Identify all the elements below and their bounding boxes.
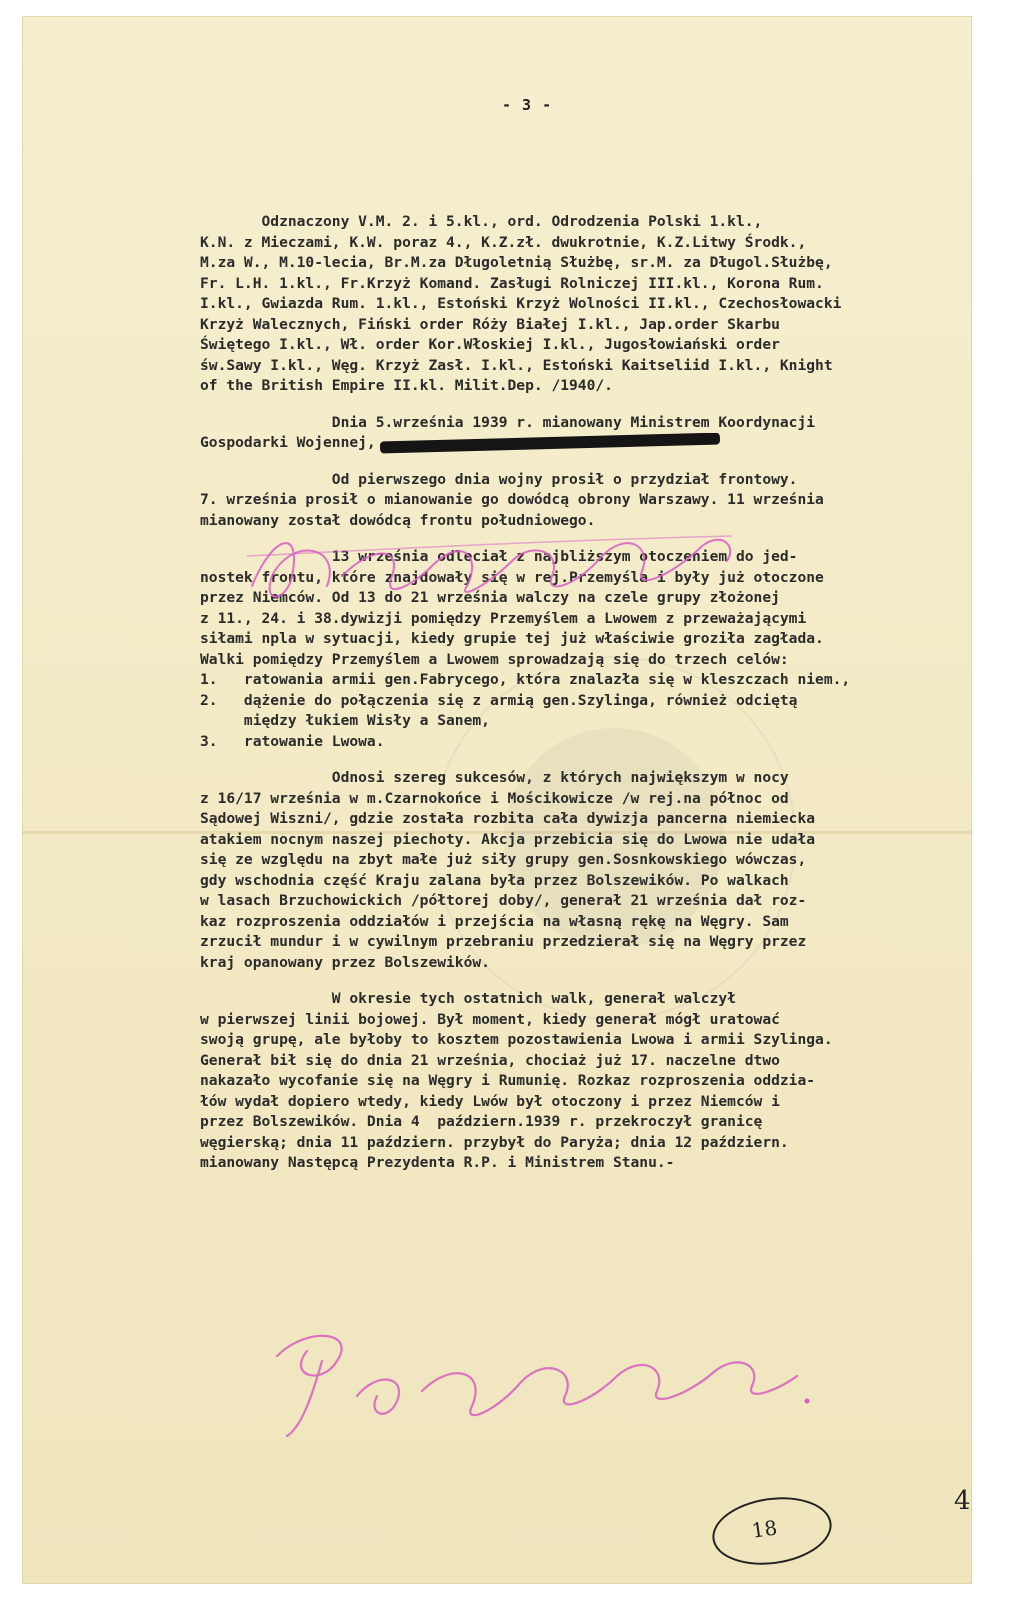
text-line: św.Sawy I.kl., Węg. Krzyż Zasł. I.kl., Estoński Kaitseliid I.kl., Knight bbox=[200, 356, 833, 374]
text-line: się ze względu na zbyt małe już siły grupy gen.Sosnkowskiego wówczas, bbox=[200, 851, 807, 868]
signature-lower bbox=[247, 1316, 827, 1446]
paragraph-successes bbox=[200, 768, 970, 973]
text-line: mianowany Następcą Prezydenta R.P. i Ministrem Stanu.- bbox=[200, 1154, 675, 1171]
text-line: Krzyż Walecznych, Fiński order Róży Białej I.kl., Jap.order Skarbu bbox=[200, 315, 780, 333]
text-line: nakazało wycofanie się na Węgry i Rumunię. Rozkaz rozproszenia oddzia- bbox=[200, 1072, 816, 1089]
text-line: Odznaczony V.M. 2. i 5.kl., ord. Odrodzenia Polski 1.kl., bbox=[200, 213, 763, 230]
text-line: siłami npla w sytuacji, kiedy grupie tej już właściwie groziła zagłada. bbox=[200, 630, 824, 647]
text-line: 7. września prosił o mianowanie go dowódcą obrony Warszawy. 11 września bbox=[200, 491, 824, 508]
text-line: w lasach Brzuchowickich /półtorej doby/, generał 21 września dał roz- bbox=[200, 892, 807, 909]
text-line: Świętego I.kl., Wł. order Kor.Włoskiej I.kl., Jugosłowiański order bbox=[200, 336, 780, 353]
text-line: Dnia 5.września 1939 r. mianowany Ministrem Koordynacji bbox=[200, 413, 816, 431]
text-line: mianowany został dowódcą frontu południowego. bbox=[200, 511, 596, 529]
text-line: atakiem nocnym naszej piechoty. Akcja przebicia się do Lwowa nie udała bbox=[200, 830, 816, 848]
text-line: Gospodarki Wojennej, bbox=[200, 434, 376, 451]
text-line: 2. dążenie do połączenia się z armią gen.Szylinga, również odciętą bbox=[200, 691, 798, 709]
page-number: - 3 - bbox=[502, 96, 553, 114]
text-line: I.kl., Gwiazda Rum. 1.kl., Estoński Krzyż Wolności II.kl., Czechosłowacki bbox=[200, 295, 842, 312]
text-line: Generał bił się do dnia 21 września, chociaż już 17. naczelne dtwo bbox=[200, 1051, 780, 1069]
text-line: z 16/17 września w m.Czarnokońce i Mościkowicze /w rej.na północ od bbox=[200, 789, 789, 807]
text-line: 3. ratowanie Lwowa. bbox=[200, 732, 385, 750]
text-line: w pierwszej linii bojowej. Był moment, kiedy generał mógł uratować bbox=[200, 1010, 780, 1028]
text-line: zrzucił mundur i w cywilnym przebraniu przedzierał się na Węgry przez bbox=[200, 933, 807, 950]
signature-upper bbox=[232, 516, 752, 616]
text-line: swoją grupę, ale byłoby to kosztem pozostawienia Lwowa i armii Szylinga. bbox=[200, 1031, 833, 1048]
text-line: 13 września odleciał z najbliższym otoczeniem do jed- bbox=[200, 548, 798, 565]
text-line: nostek frontu, które znajdowały się w rej.Przemyśla i były już otoczone bbox=[200, 568, 824, 586]
text-line: of the British Empire II.kl. Milit.Dep. /1940/. bbox=[200, 377, 613, 394]
text-line: kraj opanowany przez Bolszewików. bbox=[200, 953, 490, 971]
typed-text-body bbox=[200, 212, 970, 1174]
text-line: M.za W., M.10-lecia, Br.M.za Długoletnią Służbę, sr.M. za Długol.Służbę, bbox=[200, 254, 833, 271]
text-line: z 11., 24. i 38.dywizji pomiędzy Przemyślem a Lwowem z przeważającymi bbox=[200, 609, 807, 627]
text-line: przez Bolszewików. Dnia 4 październ.1939 r. przekroczył granicę bbox=[200, 1113, 763, 1130]
text-line: między łukiem Wisły a Sanem, bbox=[200, 712, 490, 729]
text-line: Sądowej Wiszni/, gdzie została rozbita cała dywizja pancerna niemiecka bbox=[200, 810, 816, 827]
text-line: gdy wschodnia część Kraju zalana była przez Bolszewików. Po walkach bbox=[200, 871, 789, 889]
text-line: Walki pomiędzy Przemyślem a Lwowem sprowadzają się do trzech celów: bbox=[200, 650, 789, 668]
text-line: węgierską; dnia 11 październ. przybył do Paryża; dnia 12 październ. bbox=[200, 1133, 789, 1151]
redaction-mark bbox=[380, 433, 720, 453]
text-line-with-redaction bbox=[200, 433, 970, 454]
circled-archive-number: 18 bbox=[708, 1490, 836, 1572]
text-line: Odnosi szereg sukcesów, z których największym w nocy bbox=[200, 769, 789, 786]
document-sheet bbox=[22, 16, 972, 1584]
text-line: 1. ratowania armii gen.Fabrycego, która znalazła się w kleszczach niem., bbox=[200, 671, 851, 688]
paragraph-minister-appointment bbox=[200, 413, 970, 454]
corner-page-number: 4 bbox=[954, 1486, 971, 1516]
text-line: Fr. L.H. 1.kl., Fr.Krzyż Komand. Zasługi Rolniczej III.kl., Korona Rum. bbox=[200, 274, 824, 292]
paragraph-decorations bbox=[200, 212, 970, 397]
text-line: kaz rozproszenia oddziałów i przejścia na własną rękę na Węgry. Sam bbox=[200, 912, 789, 930]
paragraph-final-fights bbox=[200, 989, 970, 1174]
text-line: łów wydał dopiero wtedy, kiedy Lwów był otoczony i przez Niemców i bbox=[200, 1092, 780, 1110]
text-line: Od pierwszego dnia wojny prosił o przydział frontowy. bbox=[200, 470, 798, 488]
text-line: W okresie tych ostatnich walk, generał walczył bbox=[200, 990, 736, 1007]
text-line: K.N. z Mieczami, K.W. poraz 4., K.Z.zł. dwukrotnie, K.Z.Litwy Środk., bbox=[200, 233, 807, 251]
text-line: przez Niemców. Od 13 do 21 września walczy na czele grupy złożonej bbox=[200, 589, 780, 606]
